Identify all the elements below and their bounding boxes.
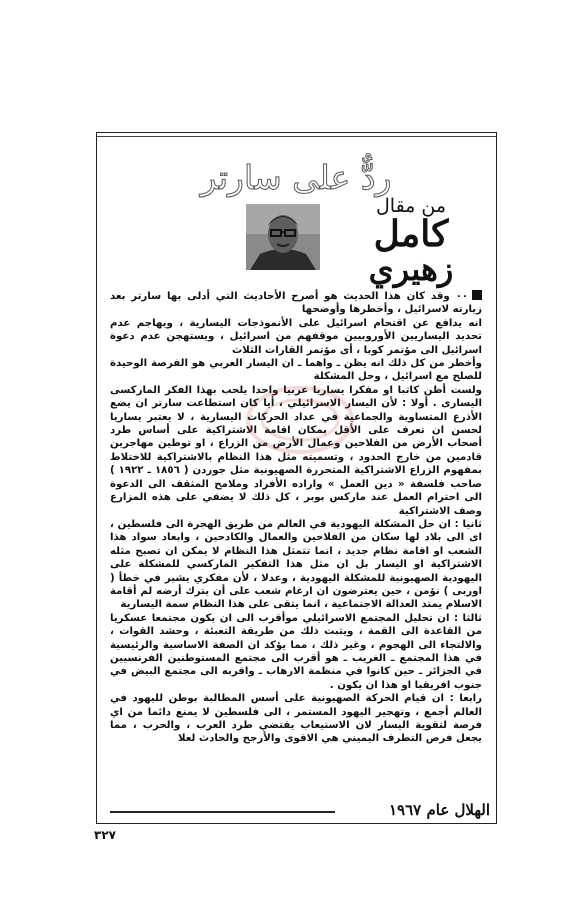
- portrait-illustration: [246, 204, 320, 270]
- paragraph-2: انه يدافع عن اقتحام اسرائيل على الأنموذجات اليسارية ، ويهاجم عدم تحديد اليساريين الأوروبيين موقفهم من اسرائيل ، ويستهجن عدم دعوة اسرائيل الى مؤتمر كوبا ، أى مؤتمر القارات الثلاث: [110, 317, 482, 356]
- author-first-name: كامل: [373, 213, 449, 255]
- page-number: ٣٢٧: [94, 828, 116, 842]
- paragraph-4: ولست أظن كاتبا او مفكرا يساريا عربيا واحدا يلحب بهذا الفكر الماركسى اليسارى . أولا : لأن اليسار الاسرائيلي ، أيا كان استطاعت سارتر ان يضع الأذرع المتساوية والجماعية في عداد الحركات اليسارية ، لا يعتبر يساريا لحسن ان تعرف على الأقل بمكان اقامة الاشتراكية على أساس طرد أصحاب الأرض من الفلاحين وعمال الأرض من الزراع ، او توطين مهاجرين قادمين من خارج الحدود ، وتسميته مثل هذا النظام بالاشتراكية للاختلاط بمفهوم الزراع الاشتراكية المتحررة الصهيونية مثل جوردن ( ١٨٥٦ ـ ١٩٢٢ ) صاحب فلسفة « دين العمل » واراده الأفراد وملامح المثقف الى الدعوة الى احترام العمل عند ماركس بوبر ، كل ذلك لا يضفي على هذه المزارع وصف الاشتراكية: [110, 384, 482, 517]
- series-title: ردٌّ على سارتر: [200, 158, 392, 197]
- author-portrait: [246, 204, 320, 270]
- paragraph-6: ثالثا : ان تحليل المجتمع الاسرائيلي موأقرب الى ان يكون مجتمعا عسكريا من القاعدة الى القمة ، ويثبت ذلك من طريقة التعبئة ، وحشد القوات ، والالتجاء الى الهجوم ، وغير ذلك ، مما يؤكد ان الصفة الاساسية والرئيسية في هذا المجتمع ـ الغريب ـ هو أقرب الى مجتمع المستوطنين الفرنسيين في الجزائر ـ حين كانوا في منظمة الارهاب ـ واقربه الى مجتمع البيض في جنوب افريقيا او هذا ان يكون .: [110, 612, 482, 691]
- magazine-footer: الهلال عام ١٩٦٧: [389, 801, 490, 819]
- byline-from: من مقال: [375, 195, 447, 217]
- paragraph-3: وأخطر من كل ذلك انه يظن ـ واهما ـ ان اليسار العربي هو الفرصة الوحيدة للصلح مع اسرائيل ، وحل المشكلة: [110, 358, 482, 383]
- frame-top-rule: [97, 136, 496, 137]
- article-body: [110, 290, 482, 745]
- paragraph-bullet: [472, 290, 482, 300]
- footer-rule: [110, 811, 335, 813]
- byline: [330, 196, 492, 286]
- paragraph-7: رابعا : ان قيام الحركة الصهيونية على أسس المطالبة بوطن لليهود في العالم أجمع ، وتهجير اليهود المستمر ، الى فلسطين لا يمنع دائما من اي فرصة لتقوية اليسار لان الاستيعاب يقتضي طرد العرب ، والحرب ، مما يجعل فرص التطرف اليميني هي الاقوى والأرجح والحادث لعلا: [110, 693, 482, 745]
- paragraph-1: ٠٠ وقد كان هذا الحديث هو أصرح الأحاديث التي أدلى بها سارتر بعد زيارته لاسرائيل ، وأخطرها وأوضحها: [110, 291, 482, 316]
- author-last-name: زهيري: [368, 250, 454, 288]
- paragraph-5: ثانيا : ان حل المشكلة اليهودية في العالم من طريق الهجرة الى فلسطين ، اى الى بلاد لها سكان من الفلاحين والعمال والكادحين ، وابعاد سواد هذا الشعب او اقامة نظام جديد ، انما تتمثل هذا النظام لا يمكن ان تصبح مثله الاشتراكية او اليسار بل ان مثل هذا التفكير الماركسي للمشكلة على اليهودية الصهيونية للمشكلة اليهودية ، وعدلا ، لأن مفكري يشير في خطأ ( اوربى ) نؤمن ، حين يعترضون ان ارغام شعب على أن يترك أرضه لم أقامة الاسلام يمتد العدالة الاجتماعية ، انما يتقى على هذا النظام سمة اليسارية: [110, 518, 482, 611]
